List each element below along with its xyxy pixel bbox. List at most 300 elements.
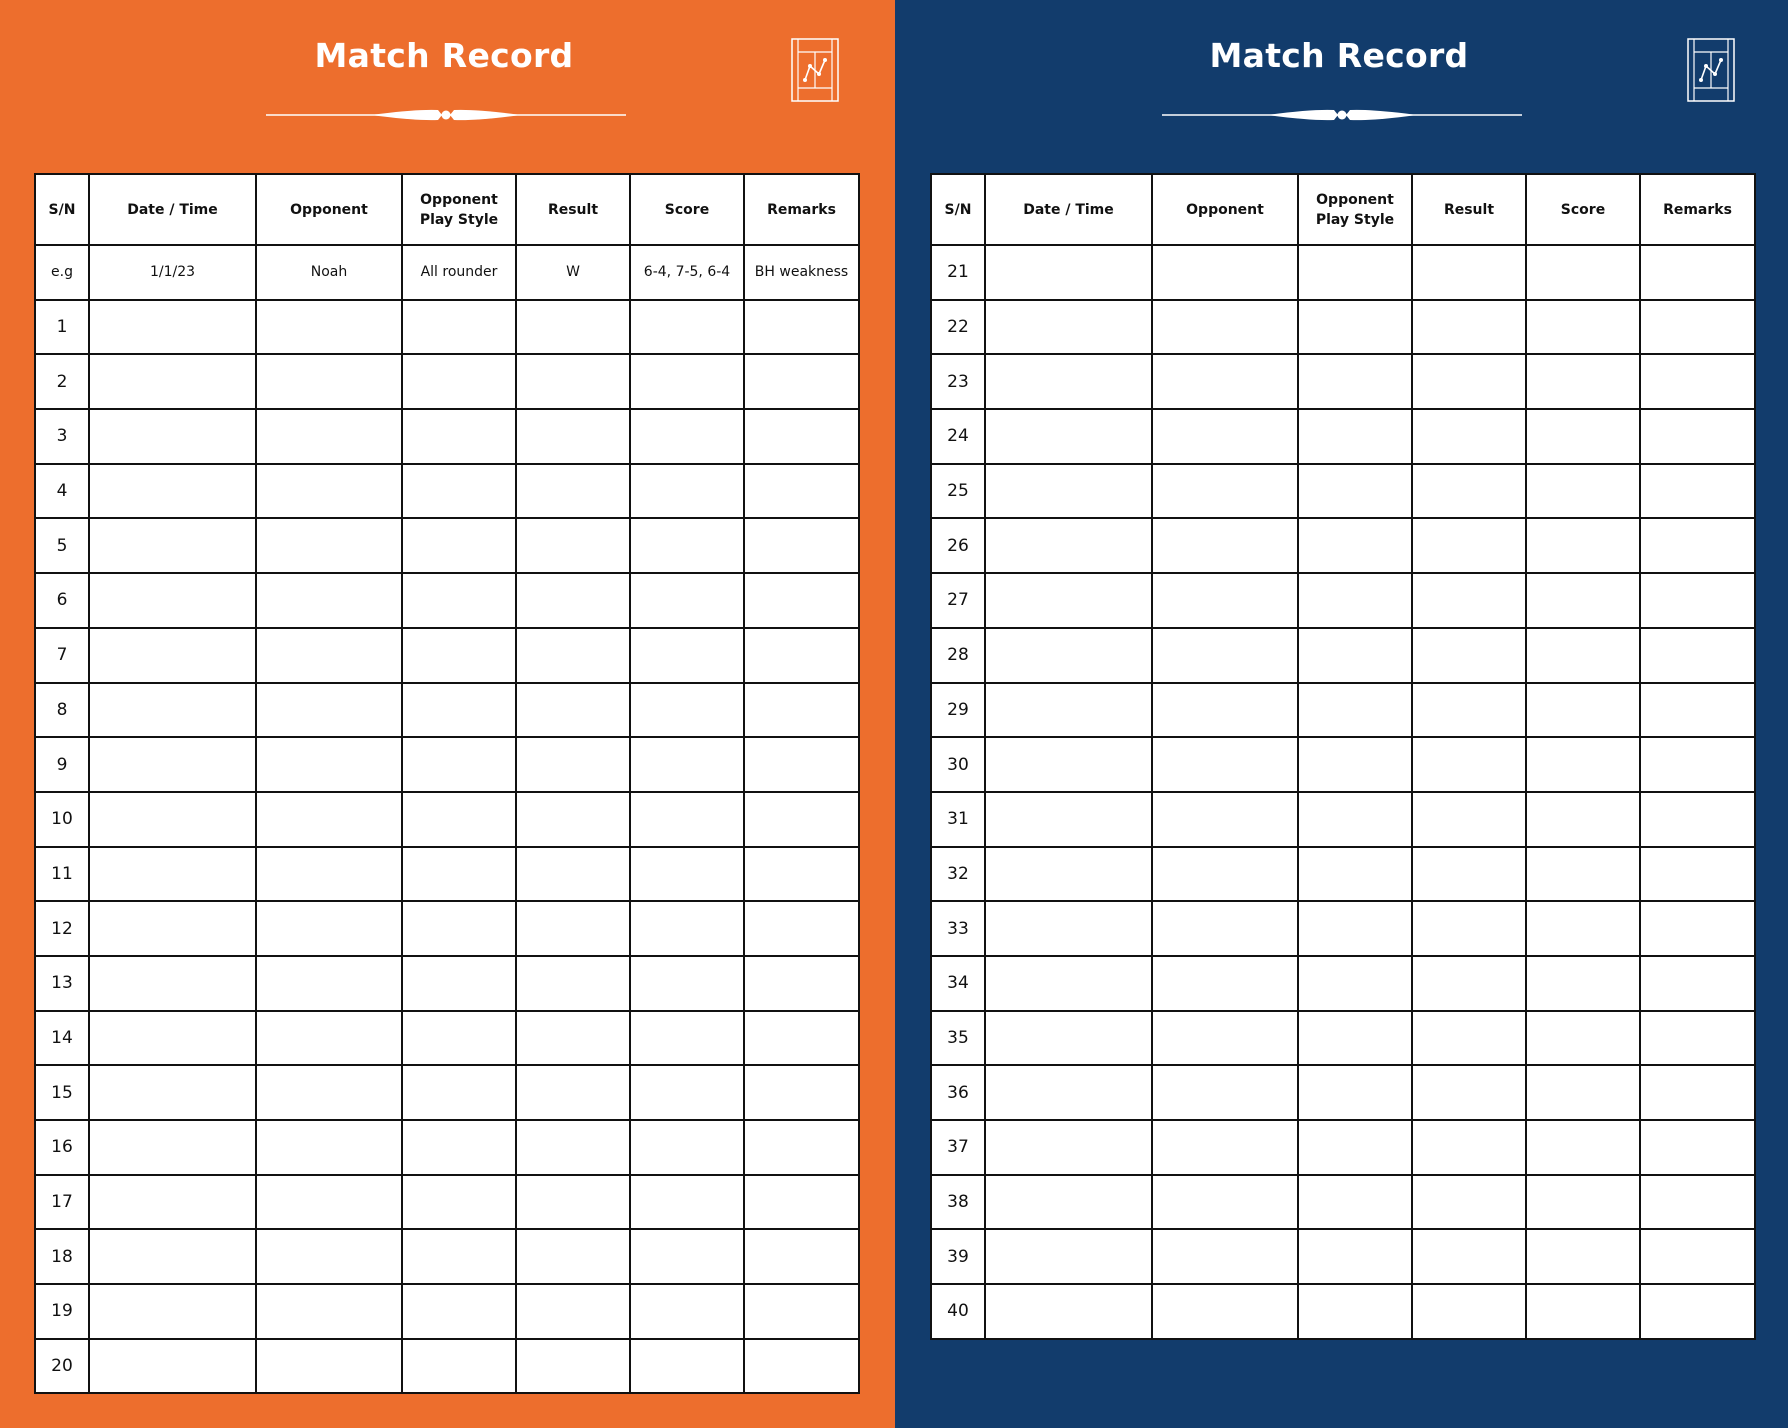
cell-result[interactable] xyxy=(1412,1284,1526,1339)
cell-date-time[interactable] xyxy=(985,901,1152,956)
cell-result[interactable] xyxy=(516,354,630,409)
table-row xyxy=(931,956,1755,1011)
cell-score[interactable] xyxy=(1526,573,1640,628)
cell-date-time[interactable] xyxy=(89,956,256,1011)
cell-play-style[interactable] xyxy=(402,1065,516,1120)
cell-result[interactable] xyxy=(516,409,630,464)
cell-remarks[interactable] xyxy=(744,464,859,519)
cell-sn: 38 xyxy=(931,1175,985,1230)
cell-play-style[interactable] xyxy=(402,409,516,464)
cell-score[interactable] xyxy=(1526,683,1640,738)
cell-result[interactable] xyxy=(1412,1065,1526,1120)
cell-opponent[interactable] xyxy=(1152,1065,1298,1120)
cell-date-time[interactable] xyxy=(985,1120,1152,1175)
cell-date-time[interactable] xyxy=(89,792,256,847)
cell-result[interactable] xyxy=(516,1011,630,1066)
column-header-score: Score xyxy=(1526,174,1640,245)
cell-opponent[interactable] xyxy=(1152,1229,1298,1284)
cell-date-time[interactable] xyxy=(89,628,256,683)
cell-result[interactable] xyxy=(516,573,630,628)
cell-opponent[interactable] xyxy=(1152,300,1298,355)
cell-sn: 18 xyxy=(35,1229,89,1284)
cell-remarks[interactable] xyxy=(1640,1065,1755,1120)
cell-sn: 9 xyxy=(35,737,89,792)
cell-date-time[interactable] xyxy=(985,1065,1152,1120)
cell-opponent[interactable] xyxy=(256,464,402,519)
cell-opponent[interactable] xyxy=(1152,792,1298,847)
cell-result[interactable] xyxy=(1412,573,1526,628)
cell-opponent[interactable] xyxy=(1152,683,1298,738)
table-row xyxy=(35,464,859,519)
cell-sn: 21 xyxy=(931,245,985,300)
cell-opponent[interactable] xyxy=(1152,354,1298,409)
cell-date-time[interactable] xyxy=(985,409,1152,464)
cell-sn: 1 xyxy=(35,300,89,355)
cell-result[interactable] xyxy=(516,1175,630,1230)
cell-sn: 35 xyxy=(931,1011,985,1066)
cell-sn: 32 xyxy=(931,847,985,902)
cell-date-time[interactable] xyxy=(985,245,1152,300)
cell-remarks[interactable] xyxy=(744,792,859,847)
cell-remarks[interactable] xyxy=(1640,573,1755,628)
cell-remarks[interactable] xyxy=(744,1120,859,1175)
cell-score[interactable] xyxy=(630,1339,744,1394)
cell-opponent[interactable] xyxy=(1152,628,1298,683)
table-row xyxy=(35,956,859,1011)
cell-play-style[interactable] xyxy=(402,737,516,792)
cell-play-style[interactable] xyxy=(1298,901,1412,956)
cell-play-style[interactable] xyxy=(402,300,516,355)
cell-play-style[interactable] xyxy=(1298,792,1412,847)
cell-remarks[interactable] xyxy=(1640,354,1755,409)
column-header-line: Opponent xyxy=(420,191,498,208)
cell-sn: 22 xyxy=(931,300,985,355)
cell-date-time[interactable] xyxy=(985,1229,1152,1284)
cell-score[interactable] xyxy=(1526,245,1640,300)
cell-play-style[interactable] xyxy=(1298,737,1412,792)
cell-result[interactable] xyxy=(1412,901,1526,956)
table-row xyxy=(35,737,859,792)
cell-result[interactable] xyxy=(516,1339,630,1394)
cell-result[interactable] xyxy=(1412,1011,1526,1066)
table-row xyxy=(35,901,859,956)
cell-opponent[interactable] xyxy=(256,956,402,1011)
cell-score[interactable] xyxy=(630,628,744,683)
cell-date-time[interactable] xyxy=(89,1229,256,1284)
cell-result[interactable] xyxy=(1412,1229,1526,1284)
cell-score[interactable] xyxy=(1526,518,1640,573)
cell-remarks[interactable] xyxy=(744,737,859,792)
column-header-remarks: Remarks xyxy=(744,174,859,245)
table-row xyxy=(931,300,1755,355)
cell-opponent[interactable] xyxy=(256,1284,402,1339)
cell-sn: 13 xyxy=(35,956,89,1011)
cell-score[interactable] xyxy=(630,1065,744,1120)
cell-play-style[interactable] xyxy=(1298,628,1412,683)
cell-remarks[interactable] xyxy=(1640,1011,1755,1066)
cell-opponent[interactable] xyxy=(256,628,402,683)
cell-remarks: BH weakness xyxy=(744,245,859,300)
cell-play-style[interactable] xyxy=(402,518,516,573)
column-header-date-time: Date / Time xyxy=(985,174,1152,245)
cell-remarks[interactable] xyxy=(744,1229,859,1284)
cell-remarks[interactable] xyxy=(1640,737,1755,792)
cell-score[interactable] xyxy=(1526,464,1640,519)
cell-opponent[interactable] xyxy=(1152,409,1298,464)
cell-play-style[interactable] xyxy=(402,1120,516,1175)
cell-opponent[interactable] xyxy=(256,1175,402,1230)
cell-play-style[interactable] xyxy=(1298,956,1412,1011)
cell-date-time[interactable] xyxy=(89,1339,256,1394)
table-row xyxy=(931,683,1755,738)
cell-opponent[interactable] xyxy=(1152,518,1298,573)
cell-opponent[interactable] xyxy=(256,683,402,738)
table-row xyxy=(931,737,1755,792)
cell-play-style[interactable] xyxy=(1298,1011,1412,1066)
cell-play-style[interactable] xyxy=(1298,1065,1412,1120)
cell-opponent: Noah xyxy=(256,245,402,300)
cell-score[interactable] xyxy=(1526,354,1640,409)
cell-opponent[interactable] xyxy=(256,1229,402,1284)
cell-opponent[interactable] xyxy=(256,573,402,628)
cell-opponent[interactable] xyxy=(1152,956,1298,1011)
cell-remarks[interactable] xyxy=(1640,792,1755,847)
cell-play-style[interactable] xyxy=(402,1284,516,1339)
cell-score[interactable] xyxy=(1526,300,1640,355)
cell-result[interactable] xyxy=(516,464,630,519)
cell-sn: 37 xyxy=(931,1120,985,1175)
cell-score[interactable] xyxy=(1526,409,1640,464)
cell-play-style[interactable] xyxy=(1298,464,1412,519)
cell-remarks[interactable] xyxy=(1640,1229,1755,1284)
cell-date-time[interactable] xyxy=(985,1011,1152,1066)
column-header-sn: S/N xyxy=(931,174,985,245)
cell-date-time[interactable] xyxy=(89,737,256,792)
cell-play-style[interactable] xyxy=(402,956,516,1011)
cell-opponent[interactable] xyxy=(256,792,402,847)
cell-remarks[interactable] xyxy=(1640,683,1755,738)
cell-opponent[interactable] xyxy=(256,354,402,409)
cell-date-time[interactable] xyxy=(985,956,1152,1011)
cell-opponent[interactable] xyxy=(1152,1011,1298,1066)
cell-sn: 2 xyxy=(35,354,89,409)
cell-result[interactable] xyxy=(516,1284,630,1339)
cell-sn: 14 xyxy=(35,1011,89,1066)
cell-opponent[interactable] xyxy=(1152,737,1298,792)
table-row xyxy=(35,1175,859,1230)
cell-play-style[interactable] xyxy=(402,354,516,409)
column-header-opponent: Opponent xyxy=(256,174,402,245)
cell-result[interactable] xyxy=(516,300,630,355)
table-header-row xyxy=(35,174,859,245)
cell-score[interactable] xyxy=(1526,737,1640,792)
table-row xyxy=(35,1065,859,1120)
cell-sn: 20 xyxy=(35,1339,89,1394)
cell-score[interactable] xyxy=(630,1175,744,1230)
cell-play-style[interactable] xyxy=(1298,518,1412,573)
cell-date-time[interactable] xyxy=(985,683,1152,738)
cell-date-time[interactable] xyxy=(985,300,1152,355)
cell-score[interactable] xyxy=(1526,1229,1640,1284)
cell-play-style[interactable] xyxy=(1298,354,1412,409)
cell-sn: 39 xyxy=(931,1229,985,1284)
cell-play-style[interactable] xyxy=(1298,300,1412,355)
cell-result[interactable] xyxy=(516,847,630,902)
table-row xyxy=(931,518,1755,573)
cell-play-style[interactable] xyxy=(1298,409,1412,464)
cell-play-style[interactable] xyxy=(402,1339,516,1394)
cell-score[interactable] xyxy=(630,573,744,628)
column-header-result: Result xyxy=(516,174,630,245)
cell-score[interactable] xyxy=(630,847,744,902)
cell-date-time[interactable] xyxy=(89,1065,256,1120)
cell-score[interactable] xyxy=(1526,956,1640,1011)
cell-sn: 33 xyxy=(931,901,985,956)
cell-remarks[interactable] xyxy=(1640,1120,1755,1175)
cell-date-time[interactable] xyxy=(89,573,256,628)
cell-sn: 12 xyxy=(35,901,89,956)
cell-remarks[interactable] xyxy=(744,1284,859,1339)
cell-result[interactable] xyxy=(1412,847,1526,902)
cell-remarks[interactable] xyxy=(744,1011,859,1066)
cell-score[interactable] xyxy=(1526,1284,1640,1339)
cell-score[interactable] xyxy=(630,737,744,792)
cell-score[interactable] xyxy=(630,1120,744,1175)
cell-opponent[interactable] xyxy=(256,1011,402,1066)
cell-result[interactable] xyxy=(1412,409,1526,464)
cell-date-time[interactable] xyxy=(89,409,256,464)
cell-score[interactable] xyxy=(1526,847,1640,902)
cell-date-time[interactable] xyxy=(89,1284,256,1339)
cell-result[interactable] xyxy=(516,901,630,956)
cell-opponent[interactable] xyxy=(256,1065,402,1120)
cell-result[interactable] xyxy=(1412,518,1526,573)
cell-opponent[interactable] xyxy=(1152,1175,1298,1230)
cell-result[interactable] xyxy=(1412,956,1526,1011)
cell-opponent[interactable] xyxy=(256,1339,402,1394)
cell-play-style[interactable] xyxy=(1298,683,1412,738)
cell-result[interactable] xyxy=(1412,683,1526,738)
cell-date-time[interactable] xyxy=(89,901,256,956)
cell-remarks[interactable] xyxy=(1640,245,1755,300)
table-row xyxy=(35,628,859,683)
cell-remarks[interactable] xyxy=(744,901,859,956)
cell-score[interactable] xyxy=(630,683,744,738)
column-header-remarks: Remarks xyxy=(1640,174,1755,245)
cell-remarks[interactable] xyxy=(744,573,859,628)
cell-play-style[interactable] xyxy=(402,628,516,683)
cell-play-style[interactable] xyxy=(402,464,516,519)
cell-result[interactable] xyxy=(1412,464,1526,519)
cell-opponent[interactable] xyxy=(256,518,402,573)
cell-remarks[interactable] xyxy=(744,1175,859,1230)
table-row xyxy=(35,792,859,847)
cell-score[interactable] xyxy=(1526,1175,1640,1230)
cell-score[interactable] xyxy=(1526,901,1640,956)
cell-opponent[interactable] xyxy=(256,901,402,956)
cell-opponent[interactable] xyxy=(1152,245,1298,300)
cell-opponent[interactable] xyxy=(256,737,402,792)
cell-result[interactable] xyxy=(516,518,630,573)
cell-date-time[interactable] xyxy=(985,737,1152,792)
cell-date-time[interactable] xyxy=(89,1120,256,1175)
cell-remarks[interactable] xyxy=(744,518,859,573)
match-record-table xyxy=(34,173,860,1394)
cell-opponent[interactable] xyxy=(1152,901,1298,956)
cell-play-style[interactable] xyxy=(1298,1284,1412,1339)
cell-score[interactable] xyxy=(630,518,744,573)
cell-opponent[interactable] xyxy=(1152,464,1298,519)
cell-result[interactable] xyxy=(1412,737,1526,792)
cell-result[interactable] xyxy=(516,1120,630,1175)
court-chart-icon xyxy=(1687,38,1735,102)
column-header-result: Result xyxy=(1412,174,1526,245)
cell-score[interactable] xyxy=(1526,1065,1640,1120)
cell-play-style[interactable] xyxy=(402,1175,516,1230)
cell-score[interactable] xyxy=(1526,1120,1640,1175)
cell-result[interactable] xyxy=(1412,628,1526,683)
cell-date-time[interactable] xyxy=(985,518,1152,573)
cell-remarks[interactable] xyxy=(1640,628,1755,683)
cell-result[interactable] xyxy=(516,792,630,847)
cell-date-time[interactable] xyxy=(985,847,1152,902)
cell-play-style[interactable] xyxy=(402,1011,516,1066)
cell-remarks[interactable] xyxy=(1640,847,1755,902)
table-row xyxy=(931,1175,1755,1230)
cell-remarks[interactable] xyxy=(1640,956,1755,1011)
cell-score[interactable] xyxy=(630,354,744,409)
cell-date-time[interactable] xyxy=(985,792,1152,847)
cell-date-time[interactable] xyxy=(89,683,256,738)
cell-date-time[interactable] xyxy=(89,518,256,573)
cell-sn: 8 xyxy=(35,683,89,738)
cell-remarks[interactable] xyxy=(1640,1175,1755,1230)
cell-remarks[interactable] xyxy=(1640,409,1755,464)
cell-date-time[interactable] xyxy=(89,847,256,902)
cell-play-style[interactable] xyxy=(402,901,516,956)
cell-result[interactable] xyxy=(1412,1120,1526,1175)
cell-result[interactable] xyxy=(1412,792,1526,847)
cell-opponent[interactable] xyxy=(256,300,402,355)
column-header-opponent: Opponent xyxy=(1152,174,1298,245)
cell-sn: 24 xyxy=(931,409,985,464)
cell-score[interactable] xyxy=(630,901,744,956)
cell-result[interactable] xyxy=(516,1229,630,1284)
column-header-line: Play Style xyxy=(419,211,499,228)
cell-date-time[interactable] xyxy=(89,1011,256,1066)
cell-remarks[interactable] xyxy=(744,956,859,1011)
cell-date-time[interactable] xyxy=(985,1284,1152,1339)
cell-result[interactable] xyxy=(1412,245,1526,300)
cell-play-style[interactable] xyxy=(402,683,516,738)
cell-opponent[interactable] xyxy=(1152,1120,1298,1175)
cell-play-style[interactable] xyxy=(1298,1120,1412,1175)
cell-score[interactable] xyxy=(630,1011,744,1066)
cell-remarks[interactable] xyxy=(1640,1284,1755,1339)
cell-opponent[interactable] xyxy=(256,409,402,464)
cell-score[interactable] xyxy=(630,409,744,464)
cell-result[interactable] xyxy=(516,956,630,1011)
cell-remarks[interactable] xyxy=(744,1065,859,1120)
cell-score[interactable] xyxy=(630,464,744,519)
cell-remarks[interactable] xyxy=(744,628,859,683)
cell-opponent[interactable] xyxy=(256,1120,402,1175)
cell-play-style[interactable] xyxy=(402,847,516,902)
cell-score[interactable] xyxy=(630,792,744,847)
cell-date-time[interactable] xyxy=(985,573,1152,628)
cell-result[interactable] xyxy=(516,628,630,683)
cell-play-style[interactable] xyxy=(1298,1175,1412,1230)
cell-play-style[interactable] xyxy=(402,1229,516,1284)
cell-sn: 4 xyxy=(35,464,89,519)
cell-sn: 26 xyxy=(931,518,985,573)
cell-score[interactable] xyxy=(630,1229,744,1284)
table-row xyxy=(931,573,1755,628)
cell-remarks[interactable] xyxy=(744,1339,859,1394)
cell-result[interactable] xyxy=(1412,300,1526,355)
cell-remarks[interactable] xyxy=(1640,901,1755,956)
cell-result[interactable] xyxy=(1412,354,1526,409)
page-title: Match Record xyxy=(314,36,574,75)
cell-play-style[interactable] xyxy=(1298,847,1412,902)
cell-play-style[interactable] xyxy=(1298,573,1412,628)
cell-date-time[interactable] xyxy=(985,354,1152,409)
cell-score: 6-4, 7-5, 6-4 xyxy=(630,245,744,300)
cell-opponent[interactable] xyxy=(1152,847,1298,902)
cell-remarks[interactable] xyxy=(744,683,859,738)
cell-play-style[interactable] xyxy=(1298,1229,1412,1284)
cell-result[interactable] xyxy=(1412,1175,1526,1230)
cell-date-time[interactable] xyxy=(985,1175,1152,1230)
cell-play-style[interactable] xyxy=(402,573,516,628)
cell-sn: 29 xyxy=(931,683,985,738)
cell-score[interactable] xyxy=(630,300,744,355)
cell-result[interactable] xyxy=(516,683,630,738)
cell-opponent[interactable] xyxy=(1152,573,1298,628)
cell-sn: 3 xyxy=(35,409,89,464)
cell-date-time: 1/1/23 xyxy=(89,245,256,300)
cell-date-time[interactable] xyxy=(89,1175,256,1230)
cell-remarks[interactable] xyxy=(744,409,859,464)
cell-remarks[interactable] xyxy=(744,354,859,409)
cell-score[interactable] xyxy=(1526,628,1640,683)
cell-remarks[interactable] xyxy=(1640,518,1755,573)
cell-score[interactable] xyxy=(1526,1011,1640,1066)
table-row xyxy=(931,1229,1755,1284)
cell-remarks[interactable] xyxy=(1640,300,1755,355)
cell-result[interactable] xyxy=(516,1065,630,1120)
cell-result[interactable] xyxy=(516,737,630,792)
cell-opponent[interactable] xyxy=(1152,1284,1298,1339)
cell-sn: 25 xyxy=(931,464,985,519)
cell-date-time[interactable] xyxy=(89,354,256,409)
cell-remarks[interactable] xyxy=(744,847,859,902)
cell-remarks[interactable] xyxy=(1640,464,1755,519)
cell-play-style[interactable] xyxy=(402,792,516,847)
table-row xyxy=(931,901,1755,956)
cell-opponent[interactable] xyxy=(256,847,402,902)
match-record-table xyxy=(930,173,1756,1340)
cell-date-time[interactable] xyxy=(89,300,256,355)
cell-remarks[interactable] xyxy=(744,300,859,355)
cell-score[interactable] xyxy=(1526,792,1640,847)
cell-date-time[interactable] xyxy=(985,628,1152,683)
cell-score[interactable] xyxy=(630,956,744,1011)
cell-score[interactable] xyxy=(630,1284,744,1339)
cell-date-time[interactable] xyxy=(89,464,256,519)
cell-play-style[interactable] xyxy=(1298,245,1412,300)
cell-date-time[interactable] xyxy=(985,464,1152,519)
